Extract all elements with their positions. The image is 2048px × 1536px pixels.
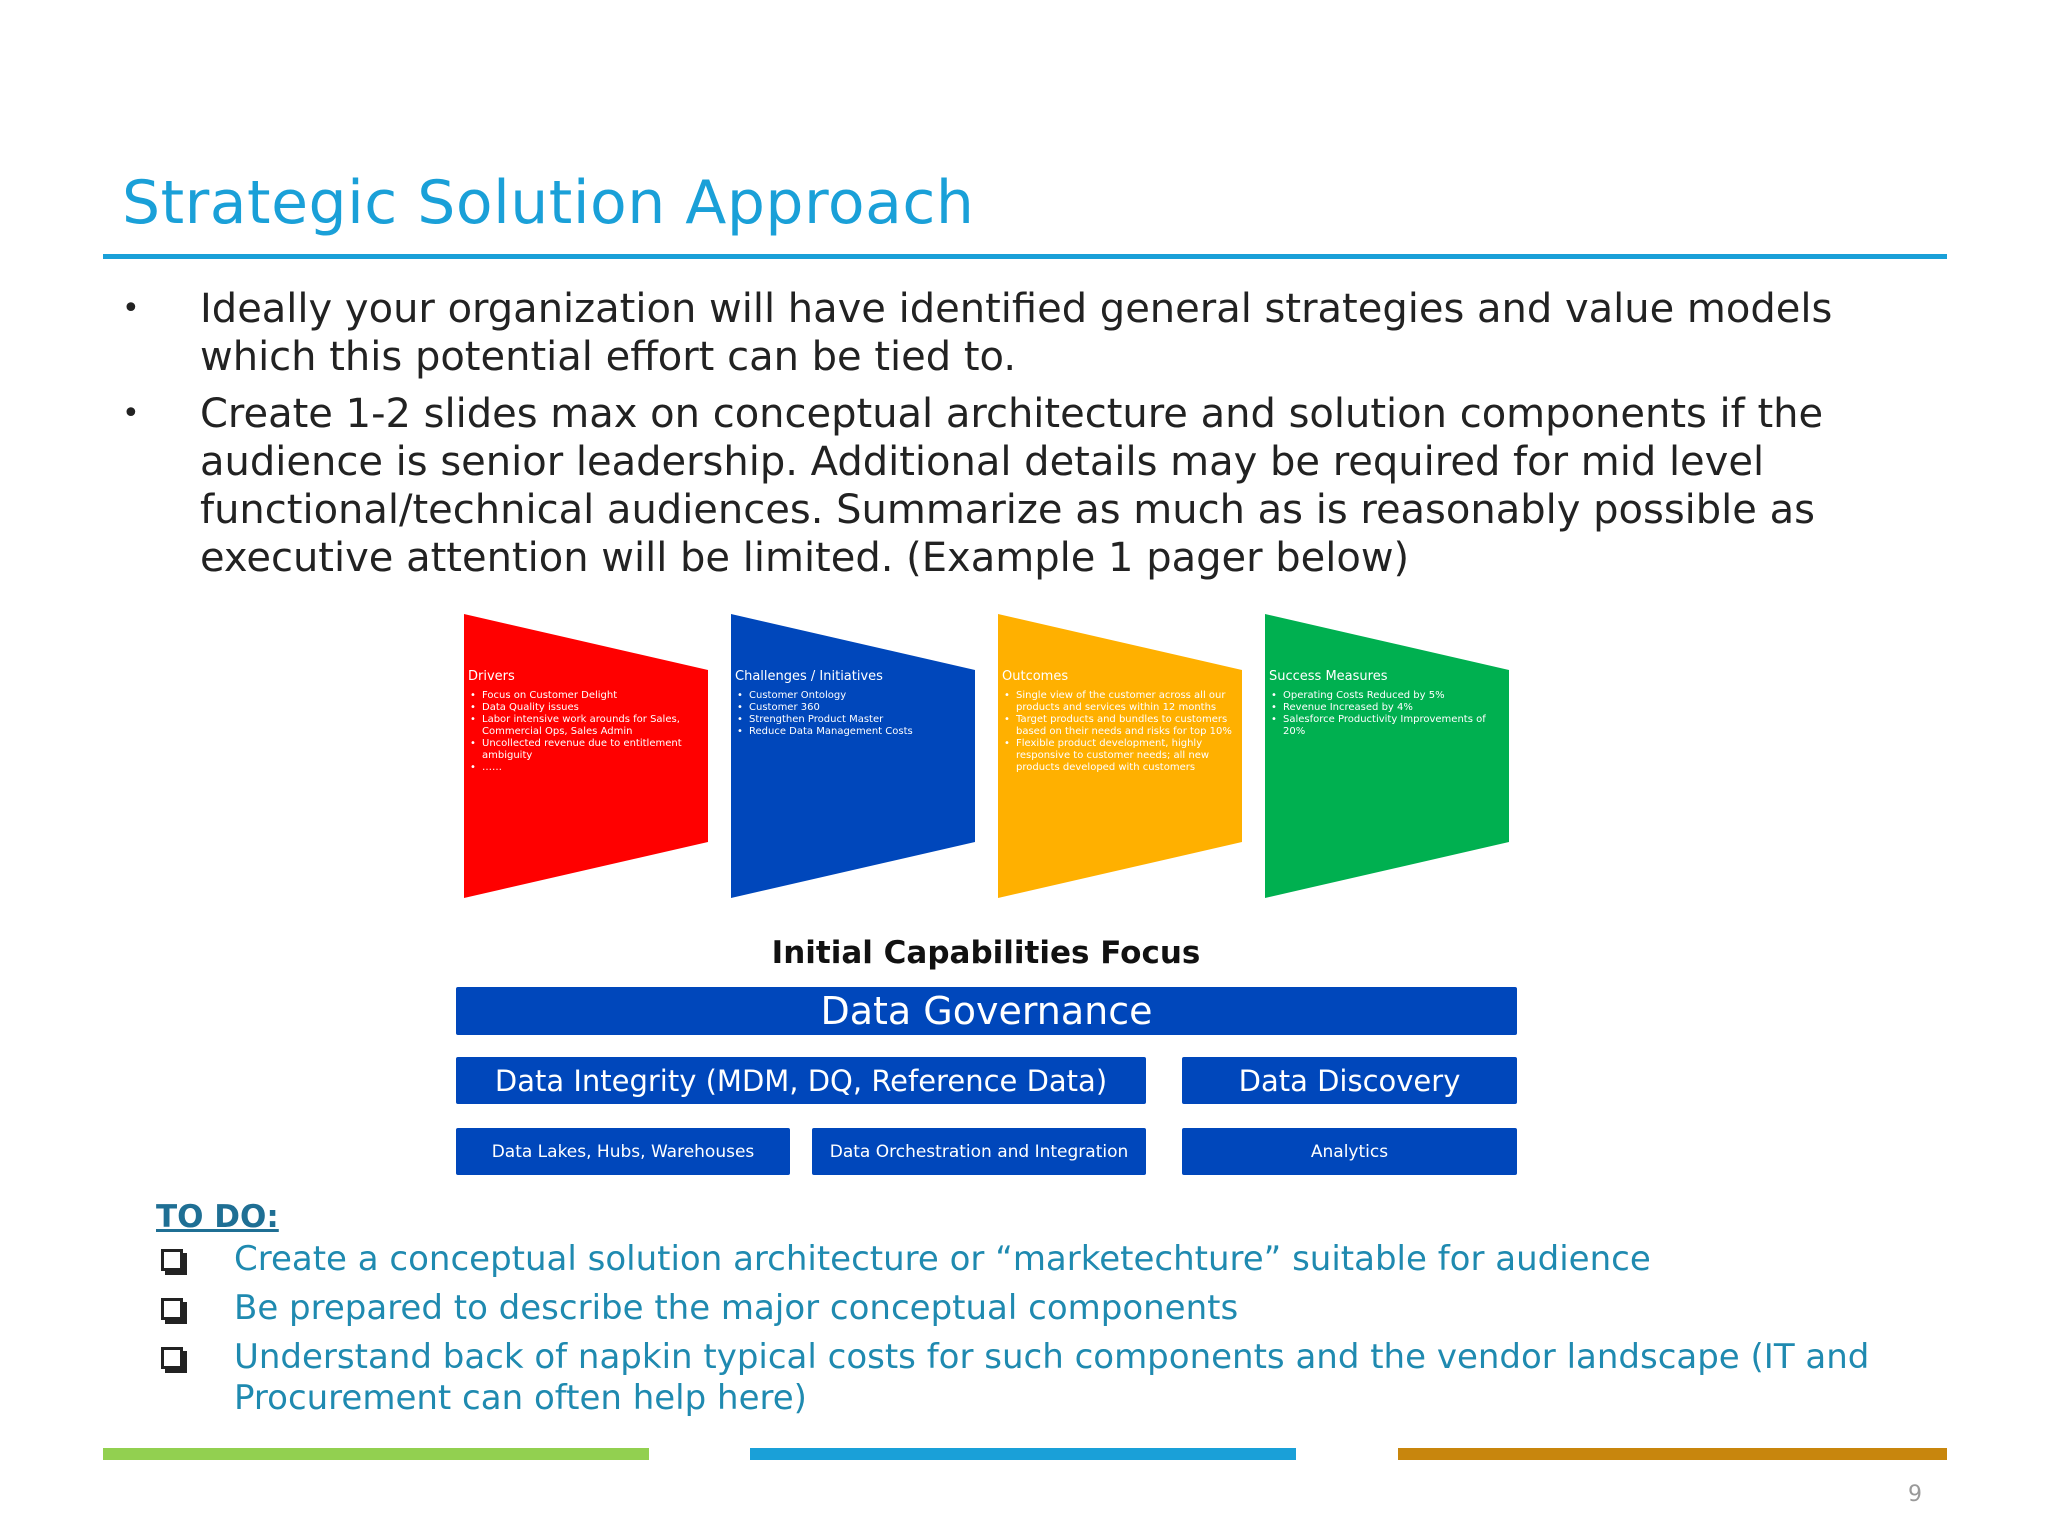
outcomes-title: Outcomes — [1002, 669, 1069, 684]
list-item: • Flexible product development, highly responsive to customer needs; all new products developed with customers — [1014, 738, 1234, 774]
challenges-title: Challenges / Initiatives — [735, 669, 883, 684]
list-item: • Labor intensive work arounds for Sales, Commercial Ops, Sales Admin — [480, 714, 700, 738]
list-item: • Operating Costs Reduced by 5% — [1281, 690, 1501, 702]
data-orchestration-bar: Data Orchestration and Integration — [812, 1128, 1146, 1175]
drivers-panel — [464, 614, 708, 898]
todo-item — [156, 1337, 1916, 1419]
list-item: • Customer Ontology — [747, 690, 967, 702]
bullet-item — [118, 390, 1908, 582]
outcomes-list — [1002, 690, 1234, 774]
bullet-text: Create 1-2 slides max on conceptual architecture and solution components if the audience is senior leadership. Additional details may be required for mid level functional/technical audiences. Summarize as much as is reasonably possible as executive attention will be limited. (Example 1 pager below) — [200, 391, 1824, 581]
todo-text: Understand back of napkin typical costs for such components and the vendor landscape (IT and Procurement can often help here) — [234, 1337, 1870, 1418]
list-item: • Salesforce Productivity Improvements of 20% — [1281, 714, 1501, 738]
analytics-bar: Analytics — [1182, 1128, 1517, 1175]
challenges-panel — [731, 614, 975, 898]
list-item: • Target products and bundles to customers based on their needs and risks for top 10% — [1014, 714, 1234, 738]
list-item: • Uncollected revenue due to entitlement ambiguity — [480, 738, 700, 762]
checkbox-icon — [161, 1347, 183, 1369]
footer-bar-orange — [1398, 1448, 1947, 1460]
outcomes-panel — [998, 614, 1242, 898]
page-number: 9 — [1908, 1482, 1922, 1507]
slide-title: Strategic Solution Approach — [122, 168, 975, 238]
list-item: • Single view of the customer across all our products and services within 12 months — [1014, 690, 1234, 714]
todo-text: Create a conceptual solution architecture or “marketechture” suitable for audience — [234, 1239, 1651, 1279]
success-measures-list — [1269, 690, 1501, 738]
list-item: • Customer 360 — [747, 702, 967, 714]
todo-item — [156, 1288, 1916, 1329]
data-integrity-bar: Data Integrity (MDM, DQ, Reference Data) — [456, 1057, 1146, 1104]
success-measures-panel — [1265, 614, 1509, 898]
footer-bar-blue — [750, 1448, 1296, 1460]
bullet-list — [118, 285, 1908, 591]
title-underline — [103, 254, 1947, 259]
todo-section — [156, 1199, 1916, 1427]
bullet-marker: • — [122, 396, 140, 431]
data-governance-bar: Data Governance — [456, 987, 1517, 1035]
checkbox-icon — [161, 1249, 183, 1271]
drivers-title: Drivers — [468, 669, 515, 684]
list-item: • …… — [480, 762, 700, 774]
capabilities-heading: Initial Capabilities Focus — [771, 935, 1201, 971]
bullet-item — [118, 285, 1908, 381]
challenges-panel-shape — [731, 614, 975, 898]
footer-bar-green — [103, 1448, 649, 1460]
todo-text: Be prepared to describe the major conceptual components — [234, 1288, 1239, 1328]
success-measures-title: Success Measures — [1269, 669, 1388, 684]
data-discovery-bar: Data Discovery — [1182, 1057, 1517, 1104]
list-item: • Revenue Increased by 4% — [1281, 702, 1501, 714]
list-item: • Reduce Data Management Costs — [747, 726, 967, 738]
list-item: • Strengthen Product Master — [747, 714, 967, 726]
challenges-list — [735, 690, 967, 738]
data-lakes-bar: Data Lakes, Hubs, Warehouses — [456, 1128, 790, 1175]
todo-heading: TO DO: — [156, 1199, 279, 1235]
list-item: • Data Quality issues — [480, 702, 700, 714]
success-measures-panel-shape — [1265, 614, 1509, 898]
todo-item — [156, 1239, 1916, 1280]
bullet-marker: • — [122, 291, 140, 326]
drivers-list — [468, 690, 700, 774]
list-item: • Focus on Customer Delight — [480, 690, 700, 702]
checkbox-icon — [161, 1298, 183, 1320]
bullet-text: Ideally your organization will have identified general strategies and value models which this potential effort can be tied to. — [200, 286, 1833, 380]
